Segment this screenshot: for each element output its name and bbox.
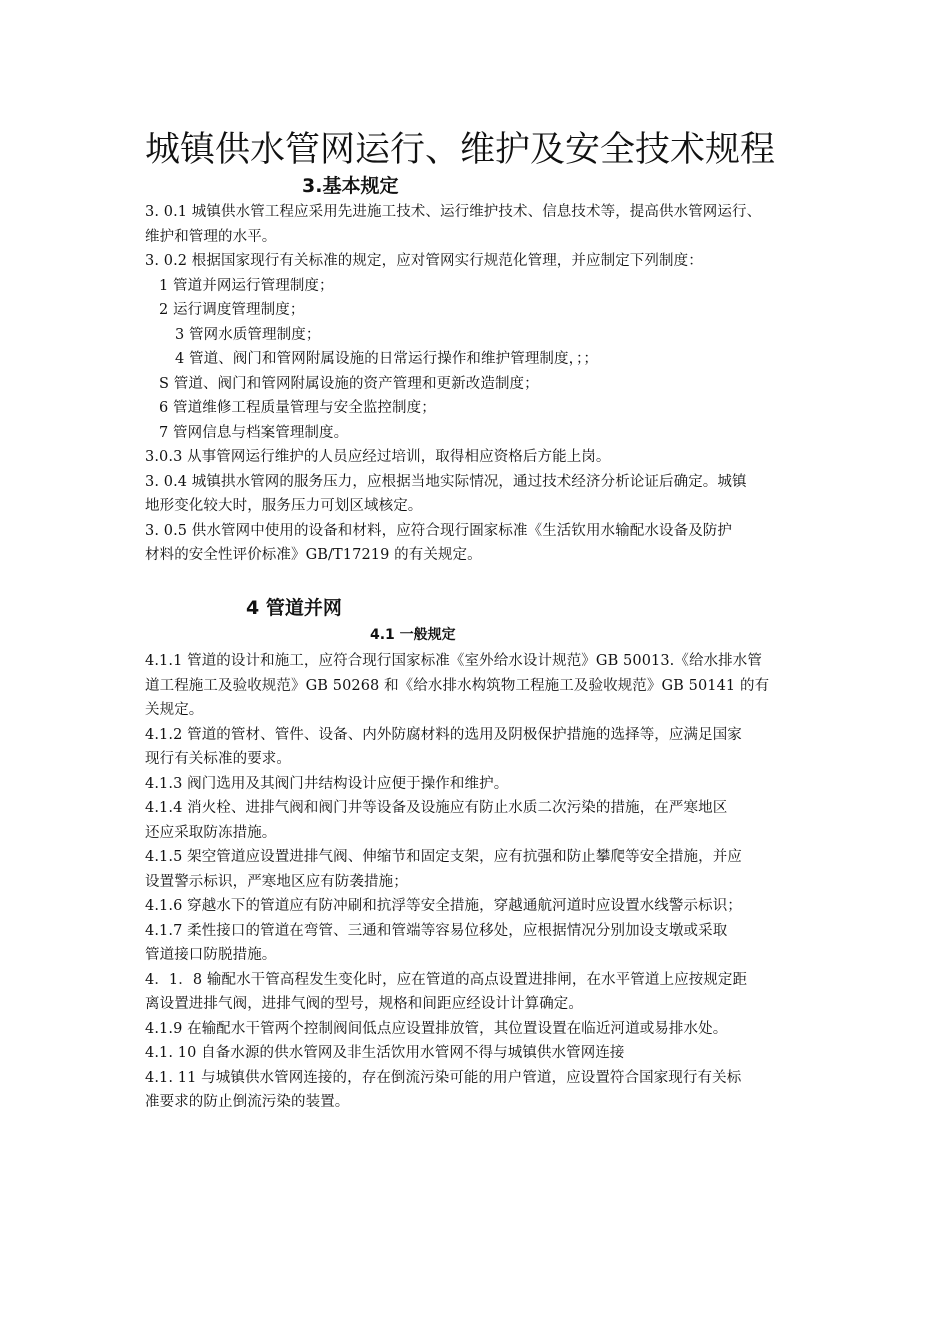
paragraph-line: 3.0.3 从事管网运行维护的人员应经过培训，取得相应资格后方能上岗。 [145, 449, 611, 465]
section-3-body [145, 200, 817, 568]
paragraph-line: 还应采取防冻措施。 [145, 824, 277, 841]
paragraph-line: 4.1.1 管道的设计和施工，应符合现行国家标准《室外给水设计规范》GB 50013.《给水排水管 [145, 653, 762, 669]
list-item: 7 管网信息与档案管理制度。 [159, 424, 349, 441]
list-item: S 管道、阀门和管网附属设施的资产管理和更新改造制度； [159, 375, 539, 392]
paragraph-line: 4.1.2 管道的管材、管件、设备、内外防腐材料的选用及阴极保护措施的选择等，应满足国家 [145, 726, 742, 743]
paragraph-line: 3. 0.2 根据国家现行有关标准的规定，应对管网实行规范化管理，并应制定下列制度： [145, 253, 703, 269]
list-item: 2 运行调度管理制度； [159, 302, 305, 318]
section-3-heading: 3.基本规定 [302, 175, 399, 197]
paragraph-line: 准要求的防止倒流污染的装置。 [145, 1094, 350, 1110]
paragraph-line: 4.1.7 柔性接口的管道在弯管、三通和管端等容易位移处，应根据情况分别加设支墩或采取 [145, 922, 728, 939]
paragraph-line: 地形变化较大时，服务压力可划区域核定。 [145, 498, 423, 514]
paragraph-line: 4.1.5 架空管道应设置进排气阀、伸缩节和固定支架，应有抗强和防止攀爬等安全措施，并应 [145, 849, 742, 865]
paragraph-line: 现行有关标准的要求。 [145, 751, 291, 767]
paragraph-line: 离设置进排气阀，进排气阀的型号，规格和间距应经设计计算确定。 [145, 996, 583, 1012]
paragraph-line: 管道接口防脱措施。 [145, 947, 277, 963]
list-item: 4 管道、阀门和管网附属设施的日常运行操作和维护管理制度，；； [175, 351, 598, 367]
paragraph-line: 4.1.9 在输配水干管两个控制阀间低点应设置排放管，其位置设置在临近河道或易排水处。 [145, 1020, 728, 1037]
list-item: 3 管网水质管理制度； [175, 326, 321, 343]
paragraph-line: 4.1.4 消火栓、进排气阀和阀门井等设备及设施应有防止水质二次污染的措施，在严寒地区 [145, 800, 728, 816]
paragraph-line: 4．1．8 输配水干管高程发生变化时，应在管道的高点设置进排闸，在水平管道上应按规定距 [145, 971, 748, 988]
document-title: 城镇供水管网运行、维护及安全技术规程 [145, 130, 776, 170]
paragraph-line: 4.1.6 穿越水下的管道应有防冲刷和抗浮等安全措施，穿越通航河道时应设置水线警示标识； [145, 898, 742, 914]
section-4-heading: 4 管道并网 [246, 597, 342, 619]
paragraph-line: 4.1. 10 自备水源的供水管网及非生活饮用水管网不得与城镇供水管网连接 [145, 1045, 625, 1061]
list-item: 1 管道并网运行管理制度； [159, 277, 334, 294]
paragraph-line: 道工程施工及验收规范》GB 50268 和《给水排水构筑物工程施工及验收规范》GB 50141 的有 [145, 677, 770, 694]
paragraph-line: 关规定。 [145, 702, 204, 718]
paragraph-line: 维护和管理的水平。 [145, 228, 277, 245]
paragraph-line: 材料的安全性评价标准》GB/T17219 的有关规定。 [145, 547, 482, 563]
section-4-body [145, 649, 817, 1115]
list-item: 6 管道维修工程质量管理与安全监控制度； [159, 400, 436, 416]
paragraph-line: 4.1. 11 与城镇供水管网连接的，存在倒流污染可能的用户管道，应设置符合国家现行有关标 [145, 1069, 742, 1086]
paragraph-line: 3. 0.4 城镇拱水管网的服务压力，应根据当地实际情况，通过技术经济分析论证后确定。城镇 [145, 473, 747, 490]
paragraph-line: 3. 0.5 供水管网中使用的设备和材料，应符合现行圄家标准《生活钦用水输配水设备及防护 [145, 522, 733, 539]
section-4-1-heading: 4.1 一般规定 [370, 627, 456, 643]
paragraph-line: 4.1.3 阀门选用及其阀门井结构设计应便于操作和维护。 [145, 775, 509, 792]
paragraph-line: 设置警示标识，严寒地区应有防袭措施； [145, 873, 408, 890]
paragraph-line: 3. 0.1 城镇供水管工程应采用先进施工技术、运行维护技术、信息技术等，提高供水管网运行、 [145, 204, 762, 220]
